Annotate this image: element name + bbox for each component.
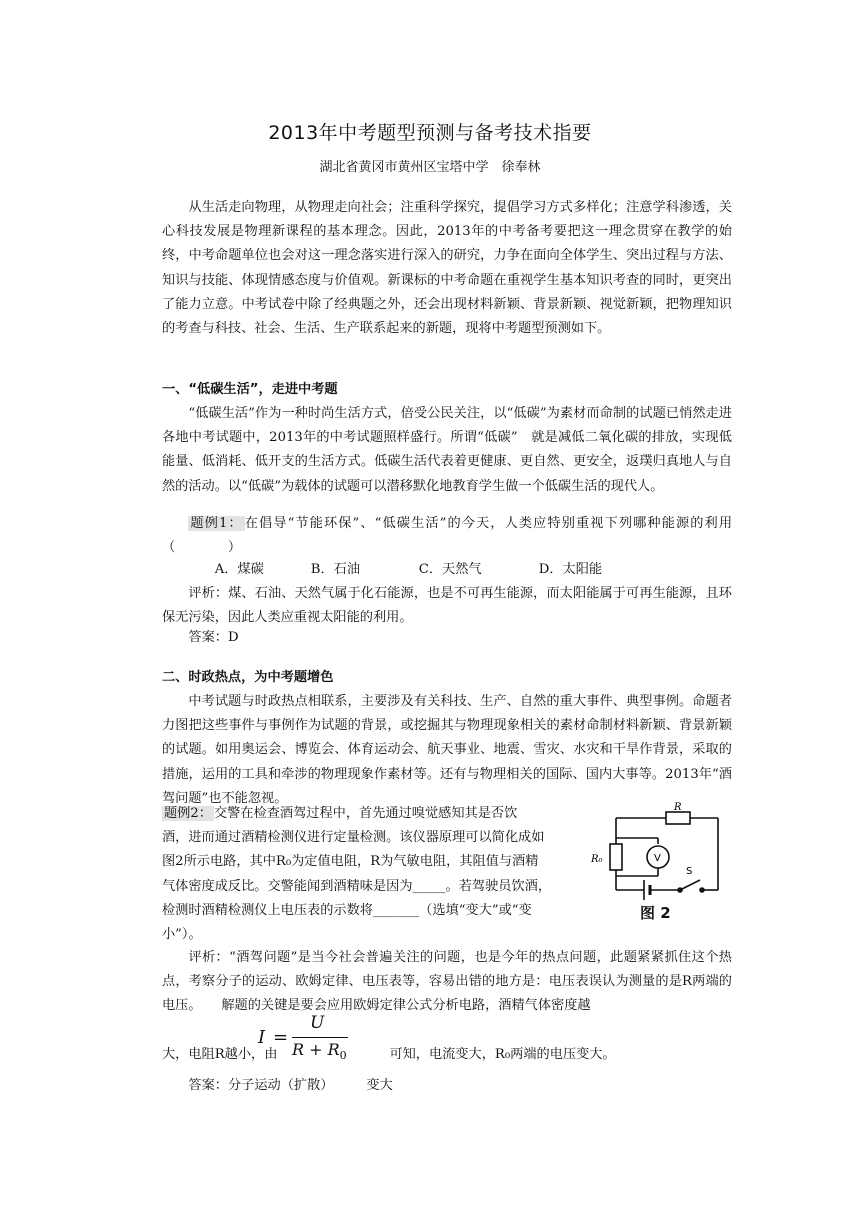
example1-analysis: 评析：煤、石油、天然气属于化石能源，也是不可再生能源，而太阳能属于可再生能源，且环保无污染，因此人类应重视太阳能的利用。 — [162, 586, 732, 626]
example1 — [162, 512, 732, 560]
switch-lever — [680, 880, 700, 890]
section1-heading: 一、“低碳生活”，走进中考题 — [162, 382, 338, 397]
section1-body: “低碳生活”作为一种时尚生活方式，倍受公民关注，以“低碳”为素材而命制的试题已悄然走进各地中考试题中，2013年的中考试题照样盛行。所谓“低碳” 就是减低二氧化碳的排放，实现低能量、低消耗、低开支的生活方式。低碳生活代表着更健康、更自然、更安全，返璞归真地人与自然的活动。以“低碳”为载体的试题可以潜移默化地教育学生做一个低碳生活的现代人。 — [162, 406, 732, 494]
example2-line-4: 气体密度成反比。交警能闻到酒精味是因为_____。若驾驶员饮酒， — [162, 878, 552, 894]
intro-paragraph: 从生活走向物理，从物理走向社会；注重科学探究，提倡学习方式多样化；注意学科渗透，关心科技发展是物理新课程的基本理念。因此，2013年的中考备考要把这一理念贯穿在教学的始终，中考命题单位也会对这一理念落实进行深入的研究，力争在面向全体学生、突出过程与方法、知识与技能、体现情感态度与价值观。新课标的中考命题在重视学生基本知识考查的同时，更突出了能力立意。中考试卷中除了经典题之外，还会出现材料新颖、背景新颖、视觉新颖，把物理知识的考查与科技、社会、生活、生产联系起来的新题，现将中考题型预测如下。 — [162, 200, 732, 337]
resistor-r0 — [610, 844, 622, 870]
example1-text: 在倡导“节能环保”、“低碳生活”的今天，人类应特别重视下列哪种能源的利用（ ） — [162, 516, 733, 556]
label-r: R — [674, 802, 682, 813]
example1-answer: 答案：D — [188, 630, 239, 645]
example1-options — [162, 558, 732, 582]
doc-title: 2013年中考题型预测与备考技术指要 — [268, 122, 592, 144]
analysis-2-post: 可知，电流变大，R₀两端的电压变大。 — [389, 1047, 616, 1062]
option-a: A．煤碳 — [214, 562, 264, 577]
label-v: V — [654, 853, 661, 864]
doc-author: 湖北省黄冈市黄州区宝塔中学 徐奉林 — [319, 160, 541, 175]
formula-numerator: U — [310, 1013, 325, 1033]
figure-caption: 图 2 — [640, 904, 671, 922]
example2-line-5: 检测时酒精检测仪上电压表的示数将_______（选填“变大”或“变 — [162, 902, 532, 918]
section2-heading: 二、时政热点，为中考题增色 — [162, 670, 334, 685]
example1-tag: 题例1： — [190, 516, 243, 531]
example2-line-2: 酒，进而通过酒精检测仪进行定量检测。该仪器原理可以简化成如 — [162, 830, 545, 846]
formula-den-main: R + R — [292, 1040, 340, 1059]
resistor-r — [666, 812, 690, 824]
formula-lhs: I — [258, 1027, 266, 1048]
option-b: B．石油 — [310, 562, 361, 577]
example2-analysis-1: 评析：“酒驾问题”是当今社会普遍关注的问题，也是今年的热点问题，此题紧紧抓住这个热点，考察分子的运动、欧姆定律、电压表等，容易出错的地方是：电压表误认为测量的是R两端的电压。 解题的关键是要会应用欧姆定律公式分析电路，酒精气体密度越 — [162, 950, 732, 1014]
ohm-law-formula — [258, 1013, 358, 1063]
example2-line-1: 交警在检查酒驾过程中，首先通过嗅觉感知其是否饮 — [213, 806, 518, 821]
option-c: C．天然气 — [418, 562, 482, 577]
example2-line-6: 小”）。 — [162, 927, 202, 943]
example2-tag: 题例2： — [164, 806, 212, 821]
example2-answer: 答案：分子运动（扩散） 变大 — [188, 1078, 393, 1093]
label-r0: R₀ — [591, 854, 603, 865]
formula-denominator — [292, 1040, 347, 1062]
formula-den-sub: 0 — [339, 1049, 347, 1063]
example2-line-3: 图2所示电路，其中R₀为定值电阻，R为气敏电阻，其阻值与酒精 — [162, 854, 539, 870]
section2-body: 中考试题与时政热点相联系，主要涉及有关科技、生产、自然的重大事件、典型事例。命题者力图把这些事件与事例作为试题的背景，或挖掘其与物理现象相关的素材命制材料新颖、背景新颖的试题。如用奥运会、博览会、体育运动会、航天事业、地震、雪灾、水灾和干旱作背景，采取的措施，运用的工具和牵涉的物理现象作素材等。还有与物理相关的国际、国内大事等。2013年“酒驾问题”也不能忽视。 — [162, 694, 732, 806]
formula-eq: = — [273, 1027, 289, 1048]
formula-bar — [292, 1037, 348, 1038]
label-s: S — [686, 866, 693, 877]
analysis-2-pre: 大，电阻R越小，由 — [162, 1047, 278, 1062]
example2-analysis-2 — [162, 1043, 732, 1067]
example2 — [162, 802, 592, 947]
option-d: D．太阳能 — [538, 562, 603, 577]
